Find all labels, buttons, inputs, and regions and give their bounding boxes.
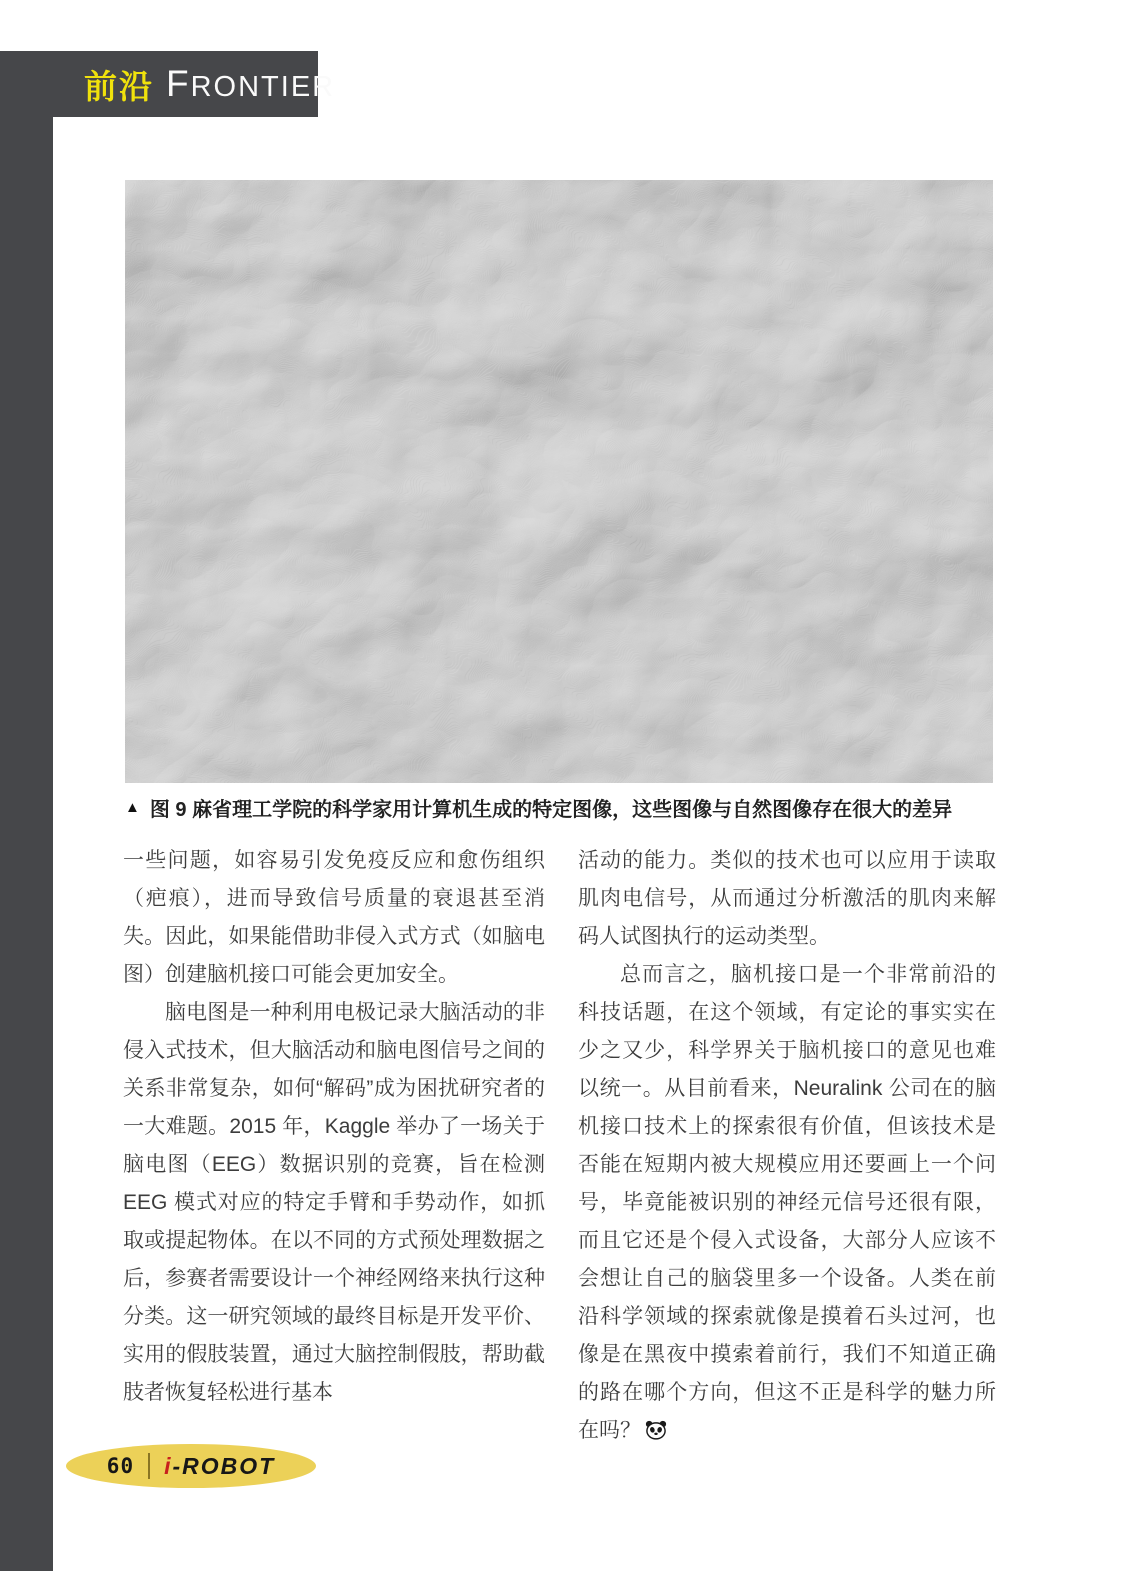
figure-image xyxy=(125,180,993,783)
footer-page-badge xyxy=(66,1444,316,1488)
triangle-up-icon: ▲ xyxy=(125,799,140,816)
paragraph: 一些问题，如容易引发免疫反应和愈伤组织（疤痕），进而导致信号质量的衰退甚至消失。因此，如果能借助非侵入式方式（如脑电图）创建脑机接口可能会更加安全。 xyxy=(123,849,545,986)
paragraph: 脑电图是一种利用电极记录大脑活动的非侵入式技术，但大脑活动和脑电图信号之间的关系非常复杂，如何“解码”成为困扰研究者的一大难题。2015 年，Kaggle 举办了一场关于脑电图（EEG）数据识别的竞赛，旨在检测 EEG 模式对应的特定手臂和手势动作，如抓取或提起物体。在以不同的方式预处理数据之后，参赛者需要设计一个神经网络来执行这种分类。这一研究领域的最终目标是开发平价、实用的假肢装置，通过大脑控制假肢，帮助截肢者恢复轻松进行基本 xyxy=(123,1001,545,1404)
section-header xyxy=(0,51,336,117)
magazine-logo: i-ROBOT xyxy=(164,1452,276,1479)
page-number: 60 xyxy=(106,1454,135,1478)
paragraph: 活动的能力。类似的技术也可以应用于读取肌肉电信号，从而通过分析激活的肌肉来解码人试图执行的运动类型。 xyxy=(578,849,996,948)
article-column-left xyxy=(123,842,545,1412)
page-spine-strip xyxy=(0,51,53,1571)
article-column-right xyxy=(578,842,996,1450)
figure-caption-text: 图 9 麻省理工学院的科学家用计算机生成的特定图像，这些图像与自然图像存在很大的差异 xyxy=(149,799,953,821)
paragraph xyxy=(578,956,996,1450)
section-title-cn: 前沿 xyxy=(84,67,154,105)
section-title-en: FRONTIER xyxy=(166,63,336,104)
panda-icon xyxy=(645,1420,667,1440)
paragraph-text: 总而言之，脑机接口是一个非常前沿的科技话题，在这个领域，有定论的事实实在少之又少，科学界关于脑机接口的意见也难以统一。从目前看来，Neuralink 公司在的脑机接口技术上的探索很有价值，但该技术是否能在短期内被大规模应用还要画上一个问号，毕竟能被识别的神经元信号还很有限，而且它还是个侵入式设备，大部分人应该不会想让自己的脑袋里多一个设备。人类在前沿科学领域的探索就像是摸着石头过河，也像是在黑夜中摸索着前行，我们不知道正确的路在哪个方向，但这不正是科学的魅力所在吗？ xyxy=(578,963,996,1442)
figure-caption xyxy=(125,793,993,822)
footer-divider xyxy=(148,1453,150,1479)
